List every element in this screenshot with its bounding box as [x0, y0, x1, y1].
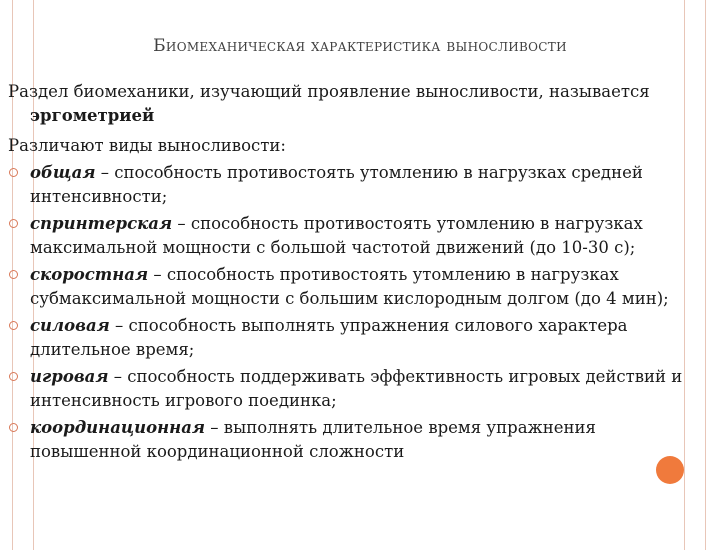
slide-content — [8, 80, 708, 464]
bullet-circle-icon — [9, 423, 18, 432]
list-item — [8, 365, 708, 413]
type-name: общая — [30, 163, 96, 182]
type-name: силовая — [30, 316, 110, 335]
type-description: – способность поддерживать эффективность игровых действий и интенсивность игрового поединка; — [30, 367, 683, 410]
list-item — [8, 314, 708, 362]
list-item — [8, 263, 708, 311]
type-name: скоростная — [30, 265, 149, 284]
bullet-circle-icon — [9, 219, 18, 228]
type-description: – способность противостоять утомлению в нагрузках максимальной мощности с большой частотой движений (до 10-30 с); — [30, 214, 643, 257]
list-item — [8, 416, 708, 464]
accent-dot-icon — [656, 456, 684, 484]
bullet-circle-icon — [9, 372, 18, 381]
type-description: – способность противостоять утомлению в нагрузках средней интенсивности; — [30, 163, 643, 206]
types-heading: Различают виды выносливости: — [8, 136, 286, 155]
type-name: спринтерская — [30, 214, 173, 233]
types-list — [8, 161, 708, 464]
bullet-circle-icon — [9, 321, 18, 330]
bullet-circle-icon — [9, 168, 18, 177]
intro-term: эргометрией — [30, 106, 155, 125]
type-description: – способность противостоять утомлению в нагрузках субмаксимальной мощности с большим кислородным долгом (до 4 мин); — [30, 265, 669, 308]
intro-paragraph — [8, 80, 708, 128]
bullet-circle-icon — [9, 270, 18, 279]
type-description: – способность выполнять упражнения силового характера длительное время; — [30, 316, 628, 359]
list-item — [8, 161, 708, 209]
list-item — [8, 212, 708, 260]
type-name: игровая — [30, 367, 109, 386]
type-description: – выполнять длительное время упражнения повышенной координационной сложности — [30, 418, 596, 461]
type-name: координационная — [30, 418, 206, 437]
intro-text: Раздел биомеханики, изучающий проявление выносливости, называется — [8, 82, 650, 101]
slide-title: Биомеханическая характеристика выносливости — [153, 36, 567, 56]
